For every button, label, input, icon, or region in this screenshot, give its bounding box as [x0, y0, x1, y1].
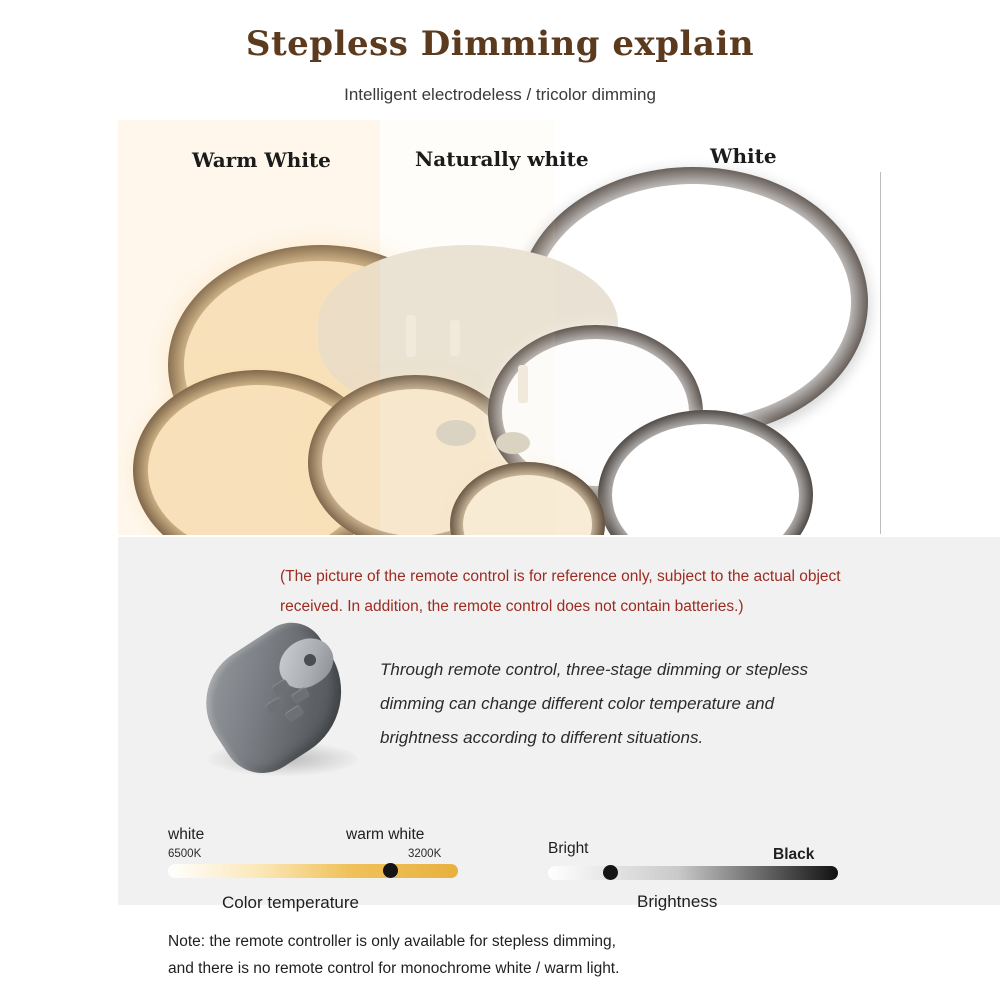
label-naturally-white: Naturally white	[415, 147, 589, 171]
remote-notice: (The picture of the remote control is for reference only, subject to the actual object received. In addition, the remote control does not contain batteries.)	[280, 568, 841, 615]
lamp-hub-1	[436, 420, 476, 446]
label-white: White	[710, 144, 777, 168]
lamp-stem-3	[518, 365, 528, 403]
footer-note	[168, 928, 868, 982]
remote-description: Through remote control, three-stage dimming or stepless dimming can change different color temperature and brightness according to different situations.	[380, 660, 809, 747]
remote-control-illustration	[200, 630, 375, 790]
ct-slider-track[interactable]	[168, 864, 458, 878]
label-warm-white: Warm White	[192, 148, 331, 172]
page-title: Stepless Dimming explain	[245, 24, 755, 64]
ct-left-label: white	[168, 826, 205, 843]
lamp-stem-1	[406, 315, 416, 357]
ct-right-label: warm white	[346, 826, 425, 843]
brightness-right-label: Black	[773, 846, 815, 863]
ct-right-value: 3200K	[408, 848, 442, 860]
lamp-stem-2	[450, 320, 460, 356]
ct-left-value: 6500K	[168, 848, 202, 860]
footer-note-line-1: Note: the remote controller is only available for stepless dimming,	[168, 933, 616, 950]
brightness-caption: Brightness	[637, 892, 718, 911]
brightness-slider-knob[interactable]	[603, 865, 618, 880]
brightness-left-label: Bright	[548, 840, 589, 857]
footer-note-line-2: and there is no remote control for monochrome white / warm light.	[168, 960, 620, 977]
lamp-hub-2	[496, 432, 530, 454]
product-photo	[118, 120, 883, 535]
page-subtitle: Intelligent electrodeless / tricolor dimming	[344, 85, 656, 104]
ct-caption: Color temperature	[222, 893, 360, 912]
brightness-slider-track[interactable]	[548, 866, 838, 880]
photo-divider	[880, 172, 881, 534]
ct-slider-knob[interactable]	[383, 863, 398, 878]
